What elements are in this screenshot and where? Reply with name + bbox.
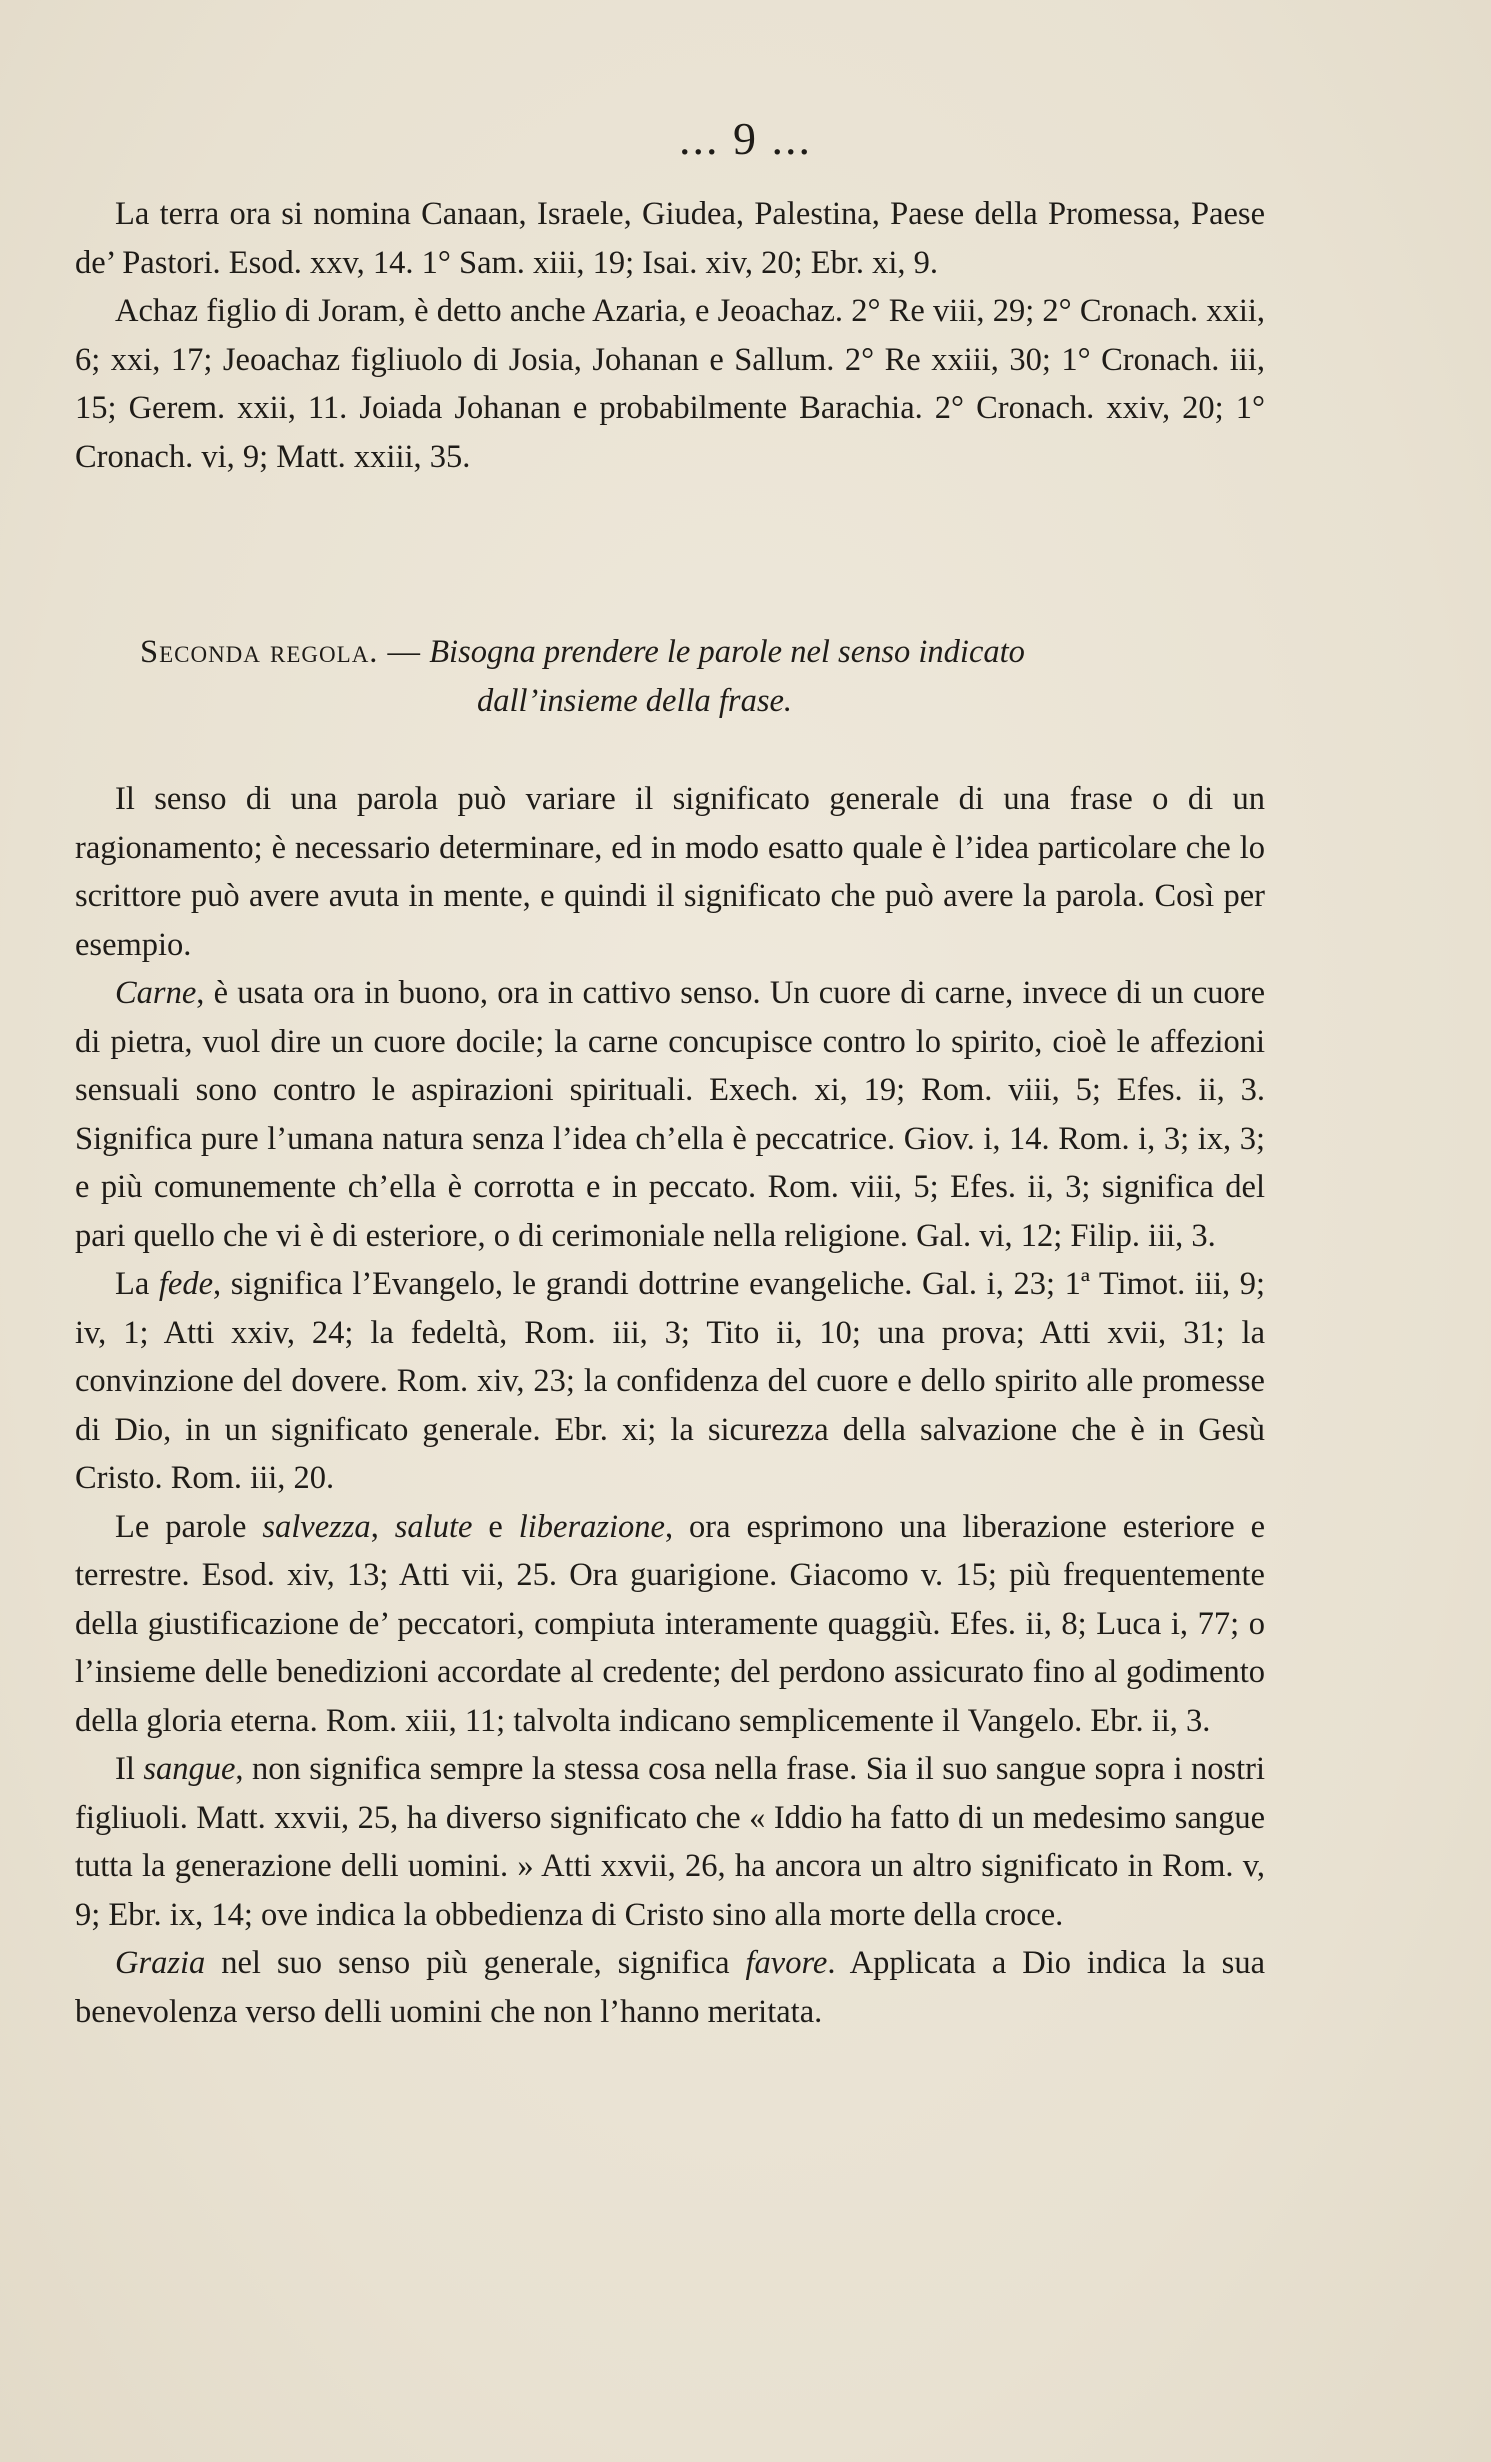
term-carne: Carne: [115, 975, 197, 1011]
paragraph-grazia: Grazia nel suo senso più generale, significa favore. Applicata a Dio indica la sua benevolenza verso delli uomini che non l’hanno meritata.: [75, 1945, 1265, 2030]
text-block-bottom: [75, 775, 1265, 2036]
term-grazia: Grazia: [115, 1945, 206, 1981]
paragraph-canaan: La terra ora si nomina Canaan, Israele, Giudea, Palestina, Paese della Promessa, Paese de’ Pastori. Esod. xxv, 14. 1° Sam. xiii, 19; Isai. xiv, 20; Ebr. xi, 9.: [75, 196, 1265, 281]
rule-lead: Seconda regola. —: [140, 634, 422, 670]
paragraph-fede: La fede, significa l’Evangelo, le grandi dottrine evangeliche. Gal. i, 23; 1ª Timot. iii, 9; iv, 1; Atti xxiv, 24; la fedeltà, Rom. iii, 3; Tito ii, 10; una prova; Atti xvii, 31; la convinzione del dovere. Rom. xiv, 23; la confidenza del cuore e dello spirito alle promesse di Dio, in un significato generale. Ebr. xi; la sicurezza della salvazione che è in Gesù Cristo. Rom. iii, 20.: [75, 1266, 1265, 1496]
paragraph-carne: Carne, è usata ora in buono, ora in cattivo senso. Un cuore di carne, invece di un cuore di pietra, vuol dire un cuore docile; la carne concupisce contro lo spirito, cioè le affezioni sensuali sono contro le aspirazioni spirituali. Exech. xi, 19; Rom. viii, 5; Efes. ii, 3. Significa pure l’umana natura senza l’idea ch’ella è peccatrice. Giov. i, 14. Rom. i, 3; ix, 3; e più comunemente ch’ella è corrotta e in peccato. Rom. viii, 5; Efes. ii, 3; significa del pari quello che vi è di esteriore, o di cerimoniale nella religione. Gal. vi, 12; Filip. iii, 3.: [75, 975, 1265, 1254]
rule-heading: [140, 628, 1240, 725]
term-favore: favore: [745, 1945, 828, 1981]
page-number: ... 9 ...: [679, 113, 812, 164]
paragraph-achaz: Achaz figlio di Joram, è detto anche Azaria, e Jeoachaz. 2° Re viii, 29; 2° Cronach. xxii, 6; xxi, 17; Jeoachaz figliuolo di Josia, Johanan e Sallum. 2° Re xxiii, 30; 1° Cronach. iii, 15; Gerem. xxii, 11. Joiada Johanan e probabilmente Barachia. 2° Cronach. xxiv, 20; 1° Cronach. vi, 9; Matt. xxiii, 35.: [75, 293, 1265, 475]
rule-title-part1: Bisogna prendere le parole nel senso indicato: [429, 634, 1025, 670]
term-sangue: sangue: [143, 1751, 236, 1787]
term-salute: salute: [394, 1508, 473, 1545]
term-salvezza: salvezza: [262, 1508, 371, 1545]
term-liberazione: liberazione: [518, 1508, 665, 1545]
rule-heading-line1: [140, 628, 1240, 677]
rule-title-part2: dall’insieme della frase.: [477, 682, 793, 719]
paragraph-senso: Il senso di una parola può variare il significato generale di una frase o di un ragionamento; è necessario determinare, ed in modo esatto quale è l’idea particolare che lo scrittore può avere avuta in mente, e quindi il significato che può avere la parola. Così per esempio.: [75, 781, 1265, 963]
paragraph-sangue: Il sangue, non significa sempre la stessa cosa nella frase. Sia il suo sangue sopra i nostri figliuoli. Matt. xxvii, 25, ha diverso significato che « Iddio ha fatto di un medesimo sangue tutta la generazione delli uomini. » Atti xxvii, 26, ha ancora un altro significato in Rom. v, 9; Ebr. ix, 14; ove indica la obbedienza di Cristo sino alla morte della croce.: [75, 1751, 1265, 1933]
paragraph-salvezza: Le parole salvezza, salute e liberazione, ora esprimono una liberazione esteriore e terrestre. Esod. xiv, 13; Atti vii, 25. Ora guarigione. Giacomo v. 15; più frequentemente della giustificazione de’ peccatori, compiuta interamente quaggiù. Efes. ii, 8; Luca i, 77; o l’insieme delle benedizioni accordate al credente; del perdono assicurato fino al godimento della gloria eterna. Rom. xiii, 11; talvolta indicano semplicemente il Vangelo. Ebr. ii, 3.: [75, 1508, 1266, 1739]
term-fede: fede: [158, 1266, 214, 1302]
text-block-top: [75, 190, 1265, 481]
